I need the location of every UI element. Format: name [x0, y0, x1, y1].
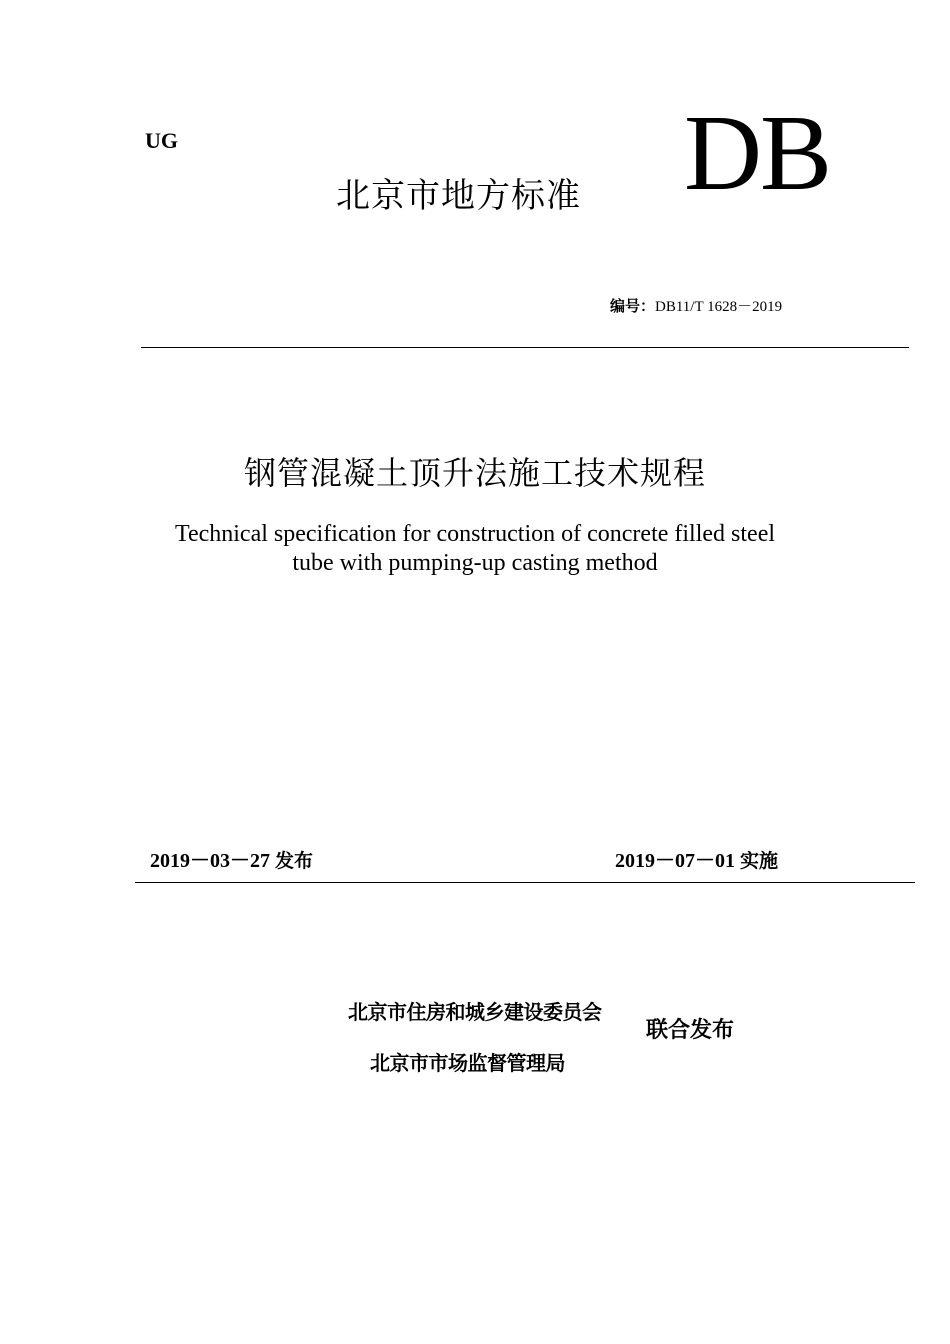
implementation-date-label: 实施 — [740, 850, 779, 872]
issue-date-label: 发布 — [275, 850, 314, 872]
issue-date-value: 2019－03－27 — [150, 850, 270, 872]
standard-number — [610, 295, 782, 316]
implementation-date — [615, 844, 778, 873]
title-chinese: 钢管混凝土顶升法施工技术规程 — [243, 454, 706, 492]
issuer-org-2: 北京市市场监督管理局 — [370, 1051, 565, 1075]
issue-date — [150, 844, 313, 873]
bottom-divider — [135, 882, 915, 883]
db-mark-logo: DB — [684, 94, 831, 213]
issuer-org-1: 北京市住房和城乡建设委员会 — [348, 1000, 602, 1024]
standard-number-value: DB11/T 1628－2019 — [655, 299, 783, 315]
top-divider — [141, 347, 909, 348]
standard-number-label: 编号： — [610, 297, 656, 315]
title-english-line-2: tube with pumping-up casting method — [292, 550, 658, 576]
standard-type-heading: 北京市地方标准 — [336, 176, 581, 216]
title-english — [0, 520, 950, 578]
implementation-date-value: 2019－07－01 — [615, 850, 735, 872]
classification-code: UG — [145, 128, 178, 153]
title-english-line-1: Technical specification for construction of concrete filled steel — [174, 521, 776, 547]
joint-issue-label: 联合发布 — [646, 1018, 735, 1043]
